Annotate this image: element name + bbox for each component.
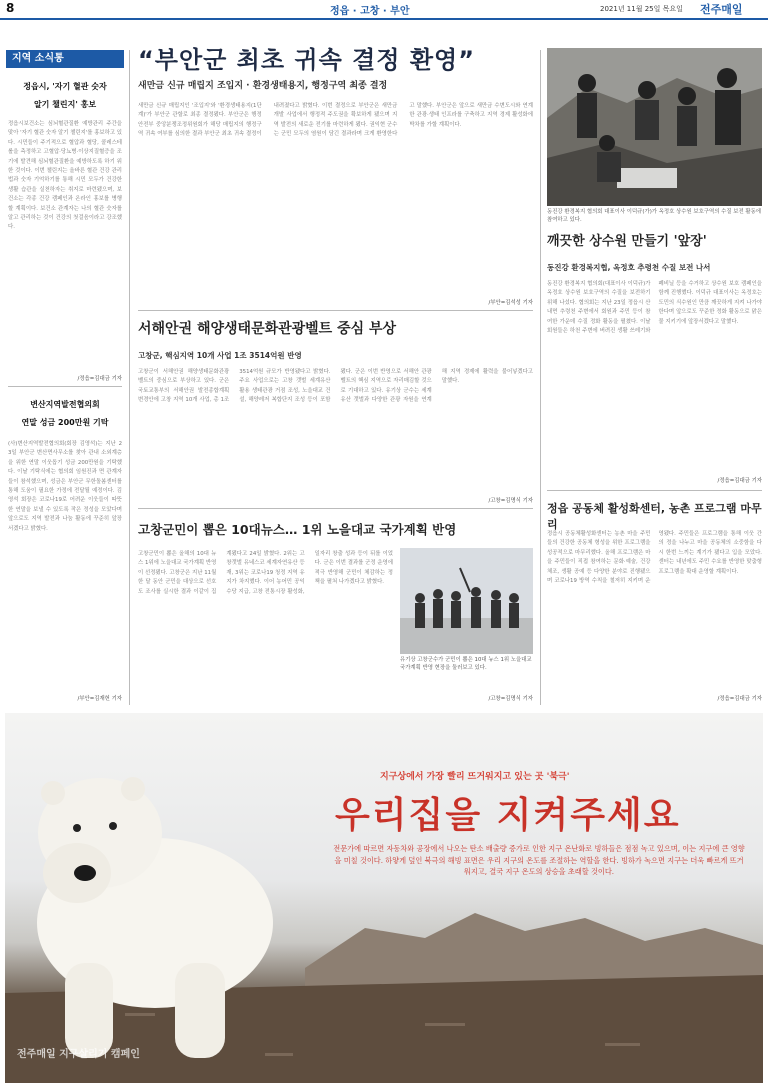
- marine-subhead: 고창군, 핵심지역 10개 사업 1조 3514억원 반영: [138, 351, 302, 360]
- divider: [547, 490, 762, 491]
- divider: [138, 310, 533, 311]
- reservoir-body: 동진강 환경복지 협의회(대표이사 이덕규)가 옥정호 상수원 보호구역의 수질을 보전하기 위해 나섰다. 협의회는 지난 23일 정읍시 산내면 추령천 주변에서 회원과 주민 등이 참여한 가운데 수질 정화 활동을 펼쳤다. 이날 회원들은 하천 주변에 버려진 생활 쓰레기와 폐비닐 등을 수거하고 상수원 보호 캠페인을 함께 진행했다. 이덕규 대표이사는 옥정호는 도민의 식수원인 만큼 깨끗하게 지켜 나가야 한다며 앞으로도 꾸준한 정화 활동으로 맑은 물 지키기에 앞장서겠다고 말했다.: [547, 281, 762, 335]
- news10-byline: /고창=김명식 기자: [488, 696, 533, 702]
- news10-body: 고창군민이 뽑은 올해의 10대 뉴스 1위에 노을대교 국가계획 반영이 선정됐다. 고창군은 지난 11월 한 달 동안 군민을 대상으로 선호도 조사를 실시한 결과 이같이 집계됐다고 24일 밝혔다. 2위는 고창갯벌 유네스코 세계자연유산 등재, 3위는 코로나19 청정 지역 유지가 차지했다. 이어 농어민 공익수당 지급, 고창 전통시장 활성화, 일자리 창출 성과 등이 뒤를 이었다. 군은 이번 결과를 군정 운영에 적극 반영해 군민이 체감하는 정책을 펼쳐 나가겠다고 밝혔다.: [138, 551, 393, 595]
- column-rule: [129, 50, 130, 705]
- reservoir-headline: 깨끗한 상수원 만들기 '앞장': [547, 234, 707, 249]
- main-body: 새만금 신규 매립지인 '조입지'와 '환경생태용지(1단계)'가 부안군 관할로 최종 결정됐다. 부안군은 행정안전부 중앙분쟁조정위원회가 해당 매립지의 행정구역 귀속 여부를 심의한 결과 부안군 최초 귀속 결정이 내려졌다고 밝혔다. 이번 결정으로 부안군은 새만금 개발 사업에서 행정적 주도권을 확보하게 됐으며 지역 발전의 새로운 전기를 마련하게 됐다. 권익현 군수는 군민 모두의 염원이 담긴 결과라며 크게 환영한다고 말했다. 부안군은 앞으로 새만금 수변도시와 연계한 관광·생태 인프라를 구축하고 지역 경제 활성화에 박차를 가할 계획이다.: [138, 103, 533, 138]
- story2-title-line1: 변산지역발전협의회: [30, 400, 100, 409]
- main-subhead: 새만금 신규 매립지 조입지 · 환경생태용지, 행정구역 최종 결정: [138, 81, 388, 91]
- divider: [8, 386, 122, 387]
- center-headline: 정읍 공동체 활성화센터, 농촌 프로그램 마무리: [547, 502, 762, 531]
- ad-subtitle: 지구상에서 가장 빨리 뜨거워지고 있는 곳 '북극': [380, 772, 570, 782]
- climate-advertisement: [5, 713, 763, 1083]
- story1-body: 정읍시보건소는 심뇌혈관질환 예방관리 주간을 맞아 '자기 혈관 숫자 알기 챌린지'를 홍보하고 있다. 시민들이 주기적으로 혈압과 혈당, 콜레스테롤을 측정하고 고혈압·당뇨병·이상지질혈증을 조기에 발견해 심뇌혈관질환을 예방하도록 하기 위한 것이다. 이번 챌린지는 올바른 혈관 건강 관리법과 숫자 기억하기를 통해 시민 모두가 건강한 생활 습관을 실천하자는 취지로 마련됐으며, 보건소는 각종 건강 캠페인과 온라인 홍보를 병행할 계획이다. 보건소 관계자는 나의 혈관 숫자를 알고 관리하는 것이 건강의 첫걸음이라고 강조했다.: [8, 121, 122, 231]
- story1-title-line1: 정읍시, '자기 혈관 숫자: [23, 82, 107, 91]
- section-label: 지역 소식통: [6, 50, 124, 68]
- news10-caption: 유기상 고창군수가 군민이 뽑은 10대 뉴스 1위 노을대교 국가계획 반영 현장을 둘러보고 있다.: [400, 657, 532, 671]
- page-number: 8: [6, 1, 15, 15]
- story1-title-line2: 알기 챌린지' 홍보: [33, 100, 97, 109]
- marine-byline: /고창=김명식 기자: [488, 498, 533, 504]
- story1-byline: /정읍=김대금 기자: [77, 376, 122, 382]
- reservoir-caption: 동진강 환경복지 협의회 대표이사 이덕규(가)가 옥정호 상수원 보호구역의 수질 보전 활동에 참여하고 있다.: [547, 209, 762, 223]
- newspaper-name: 전주매일: [700, 3, 743, 16]
- story2-body: (사)변산지역발전협의회(회장 김영석)는 지난 23일 부안군 변산면사무소를 찾아 관내 소외계층을 위한 연말 이웃돕기 성금 200만원을 기탁했다. 이날 기탁식에는 협의회 임원진과 면 관계자들이 참석했으며, 성금은 부안군 무한돌봄센터를 통해 도움이 필요한 가정에 전달될 예정이다. 김영석 회장은 코로나19로 어려운 이웃들이 따뜻한 연말을 보낼 수 있도록 작은 정성을 모았다며 앞으로도 지역 발전과 나눔 활동에 꾸준히 앞장서겠다고 밝혔다.: [8, 441, 122, 532]
- divider: [138, 508, 533, 509]
- ad-body: 전문가에 따르면 자동차와 공장에서 나오는 탄소 배출량 증가로 인한 지구 온난화로 빙하들은 점점 녹고 있으며, 이는 지구에 큰 영향을 미칠 것이다. 하얗게 덮인 북극의 해빙 표면은 우리 지구의 온도를 조절하는 역할을 한다. 빙하가 녹으면 지구는 더욱 빠르게 뜨거워지고, 결국 지구 온도의 상승을 초래할 것이다.: [333, 844, 745, 876]
- main-headline: “부안군 최초 귀속 결정 환영”: [138, 46, 475, 74]
- reservoir-byline: /정읍=김대금 기자: [717, 478, 762, 484]
- column-rule: [540, 50, 541, 705]
- story2-title-line2: 연말 성금 200만원 기탁: [21, 418, 109, 427]
- ad-title: 우리집을 지켜주세요: [335, 795, 681, 836]
- news10-photo: [400, 548, 533, 654]
- reservoir-photo: [547, 48, 762, 206]
- section-title: 정읍 · 고창 · 부안: [330, 6, 410, 17]
- center-body: 정읍시 공동체활성화센터는 농촌 마을 주민들의 건강한 공동체 형성을 위한 프로그램을 성공적으로 마무리했다. 올해 프로그램은 마을 주민들이 직접 참여하는 문화·예술, 건강 체조, 생활 공예 등 다양한 분야로 진행됐으며 코로나19 방역 수칙을 철저히 지키며 운영됐다. 주민들은 프로그램을 통해 이웃 간의 정을 나누고 마을 공동체의 소중함을 다시 한번 느끼는 계기가 됐다고 입을 모았다. 센터는 내년에도 주민 수요를 반영한 맞춤형 프로그램을 확대 운영할 계획이다.: [547, 531, 762, 585]
- marine-headline: 서해안권 해양생태문화관광벨트 중심 부상: [138, 321, 397, 337]
- story2-byline: /부안=김재헌 기자: [77, 696, 122, 702]
- main-byline: /부안=김석성 기자: [488, 300, 533, 306]
- news10-headline: 고창군민이 뽑은 10대뉴스… 1위 노을대교 국가계획 반영: [138, 522, 457, 537]
- reservoir-subhead: 동진강 환경복지협, 옥정호 추령천 수질 보전 나서: [547, 263, 711, 272]
- ad-logo: 전주매일 지구살리기 캠페인: [17, 1049, 140, 1060]
- issue-date: 2021년 11월 25일 목요일: [600, 5, 683, 13]
- center-byline: /정읍=김대금 기자: [717, 696, 762, 702]
- marine-body: 고창군이 서해안권 해양생태문화관광벨트의 중심으로 부상하고 있다. 군은 국토교통부의 서해안권 발전종합계획 변경안에 고창 지역 10개 사업, 총 1조 3514억원 규모가 반영됐다고 밝혔다. 주요 사업으로는 고창 갯벌 세계유산 활용 생태관광 거점 조성, 노을대교 건설, 해양레저 복합단지 조성 등이 포함됐다. 군은 이번 반영으로 서해안 관광 벨트의 핵심 지역으로 자리매김할 것으로 기대하고 있다. 유기상 군수는 세계유산 갯벌과 다양한 관광 자원을 연계해 지역 경제에 활력을 불어넣겠다고 말했다.: [138, 369, 533, 404]
